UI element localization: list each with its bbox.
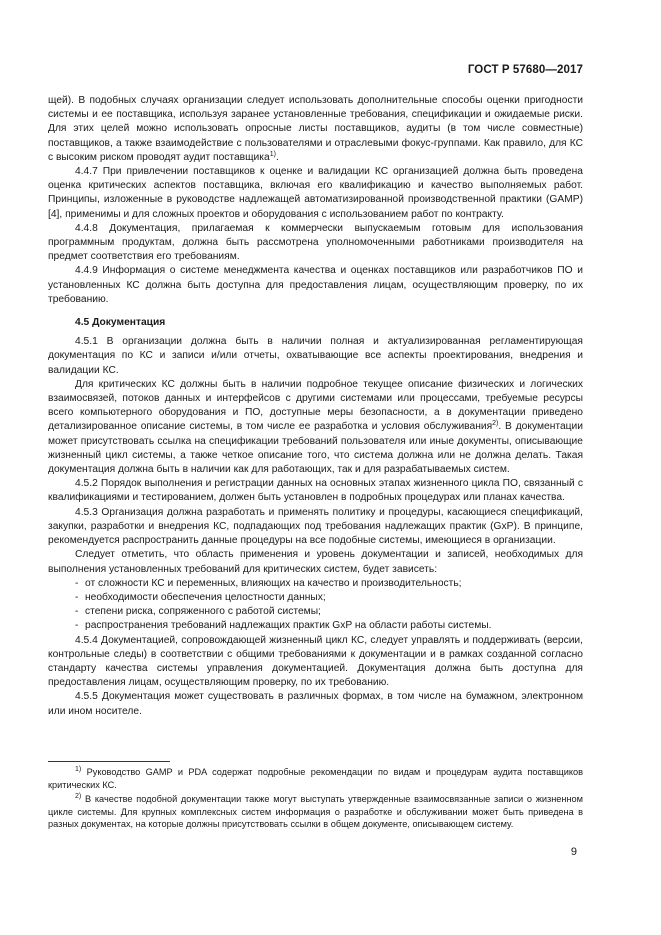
- section-heading-4-5: 4.5 Документация: [75, 317, 166, 329]
- paragraph-4-5-5: 4.5.5 Документация может существовать в различных формах, в том числе на бумажном, электронном или ином носителе.: [48, 691, 583, 717]
- footnote-ref-2[interactable]: 2): [492, 420, 499, 428]
- list-item: - от сложности КС и переменных, влияющих на качество и производительность;: [48, 577, 583, 591]
- footnote-1: $^{1)}$ Руководство GAMP и PDA содержат подробные рекомендации по видам и процедурам аудита поставщиков критических КС.: [48, 766, 583, 790]
- paragraph-scope: Следует отметить, что область применения и уровень документации и записей, необходимых для выполнения установленных требований для критических систем, будет зависеть:: [48, 549, 583, 575]
- list-item: - степени риска, сопряженного с работой системы;: [48, 605, 583, 619]
- footnote-separator: [48, 761, 170, 762]
- paragraph-4-4-7: 4.4.7 При привлечении поставщиков к оценке и валидации КС организацией должна быть проведена оценка критических аспектов поставщика, включая его квалификацию и качество выполняемых работ. Принципы, изложенные в руководстве надлежащей автоматизированной производственной практики (GAMP) [4], применимы и для сложных проектов и оборудования с использованием работ по контракту.: [48, 166, 583, 220]
- paragraph-4-5-4: 4.5.4 Документацией, сопровождающей жизненный цикл КС, следует управлять и поддерживать (версии, контрольные следы) в соответствии с общими требованиями к документации и в рамках созданной согласно стандарту качества системы управления документацией. Документация должна быть доступна для предоставления лицам, осуществляющим проверку, по их требованию.: [48, 634, 583, 689]
- footnotes: [48, 766, 583, 833]
- footnote-ref-1[interactable]: 1): [269, 150, 276, 158]
- footnote-mark-1: 1): [75, 766, 82, 773]
- list-item: - необходимости обеспечения целостности данных;: [48, 591, 583, 605]
- paragraph-4-4-8: 4.4.8 Документация, прилагаемая к коммерчески выпускаемым готовым для использования программным продуктам, должна быть рассмотрена уполномоченными работниками производителя на предмет соответствия его требованиям.: [48, 222, 583, 263]
- paragraph-4-4-9: 4.4.9 Информация о системе менеджмента качества и оценках поставщиков или разработчиков ПО и установленных КС должна быть доступна для предоставления лицам, осуществляющим проверку, по их требованию.: [48, 265, 583, 305]
- paragraph-4-5-2: 4.5.2 Порядок выполнения и регистрации данных на основных этапах жизненного цикла ПО, связанный с квалификациями и тестированием, должен быть установлен в подробных процедурах или планах качества.: [48, 478, 583, 504]
- dependency-list: [48, 577, 583, 634]
- page-number: 9: [570, 846, 577, 858]
- footnote-2: $^{2)}$ В качестве подобной документации также могут выступать утвержденные взаимосвязанные записи о жизненном цикле системы. Для крупных комплексных систем информация о разработке и обслуживании может быть приведена в разных документах, на которые должны присутствовать ссылки в общем документе, описывающем систему.: [48, 793, 583, 830]
- footnote-mark-2: 2): [75, 793, 82, 801]
- dash-bullet: -: [75, 620, 79, 632]
- body-text: [48, 94, 583, 719]
- standard-number-header: ГОСТ Р 57680—2017: [467, 64, 583, 76]
- dash-bullet: -: [75, 606, 79, 618]
- paragraph-4-5-3: 4.5.3 Организация должна разработать и применять политику и процедуры, касающиеся спецификаций, закупки, разработки и внедрения КС, подпадающих под требования надлежащих практик (GxP). В принципе, рекомендуется распространить данные процедуры на все подобные системы, имеющиеся в организации.: [48, 506, 583, 547]
- dash-bullet: -: [75, 577, 79, 589]
- dash-bullet: -: [75, 591, 79, 603]
- paragraph-4-5-1: 4.5.1 В организации должна быть в наличии полная и актуализированная регламентирующая документация по КС и записи и/или отчеты, охватывающие все аспекты проектирования, внедрения и валидации КС.: [48, 336, 583, 376]
- list-item: - распространения требований надлежащих практик GxP на области работы системы.: [48, 619, 583, 633]
- paragraph-critical-ks: Для критических КС должны быть в наличии подробное текущее описание физических и логических взаимосвязей, потоков данных и интерфейсов с другими системами или процессами, требуемые ресурсы всего компьютерного оборудования и ПО, доступные меры безопасности, а в документации приведено детализированное описание системы, в том числе ее разработка и условия обслуживания$^{2)}$. В документации может присутствовать ссылка на спецификации требований пользователя или иные документы, описывающие жизненный цикл системы, а также четкое описание того, что система должна или не должна делать. Такая документация должна быть в наличии как для работающих, так и для разрабатываемых систем.: [48, 378, 584, 476]
- paragraph-continuation: щей). В подобных случаях организации следует использовать дополнительные способы оценки пригодности системы и ее поставщика, используя заранее установленные требования, спецификации и ожидаемые риски. Для этих целей можно использовать опросные листы поставщиков, аудиты (в том числе совместные) поставщиков, а также взаимодействие с пользователями и отраслевыми фокус-группами. Как правило, для КС с высоким риском проводят аудит поставщика$^{1)}$.: [48, 95, 583, 163]
